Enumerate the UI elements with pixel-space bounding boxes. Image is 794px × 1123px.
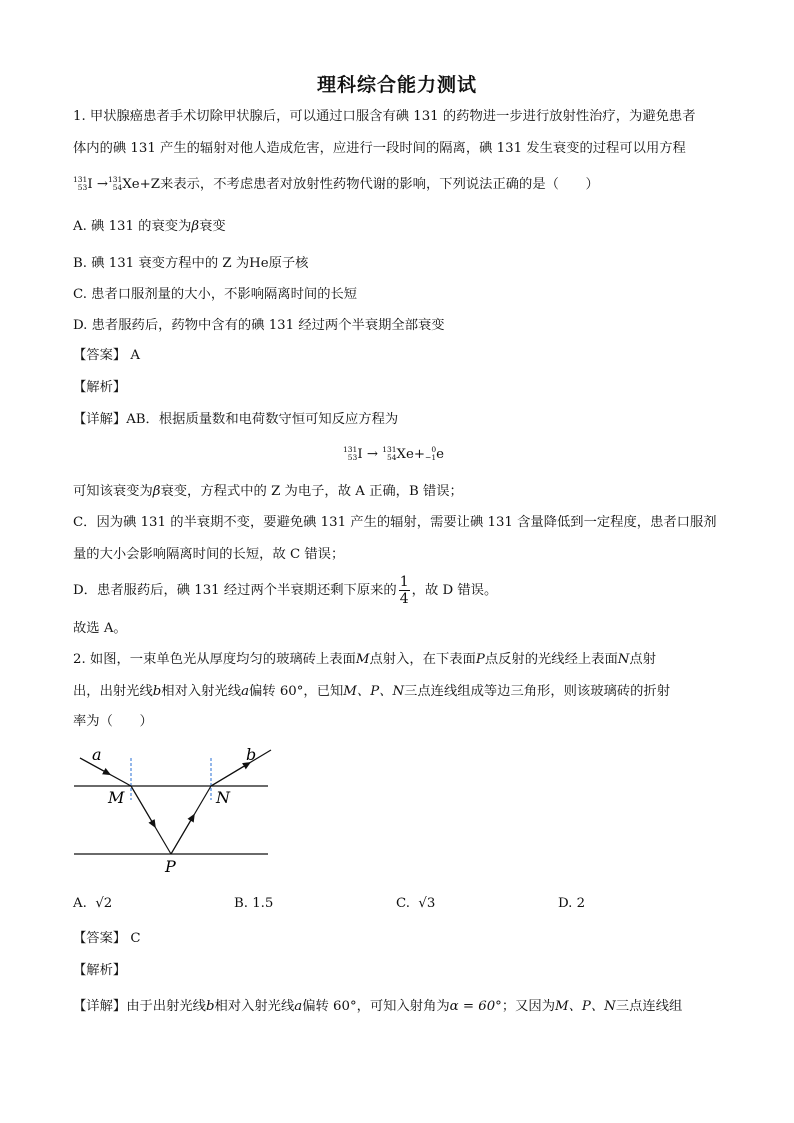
q1-detail4: 量的大小会影响隔离时间的长短，故 C 错误； — [73, 547, 345, 562]
q2-option-b: B. 1.5 — [234, 896, 274, 911]
q1-option-a: A. 碘 131 的衰变为β衰变 — [73, 219, 226, 234]
q1-option-c: C. 患者口服剂量的大小，不影响隔离时间的长短 — [73, 287, 358, 302]
q1-line3-tail: 来表示，不考虑患者对放射性药物代谢的影响，下列说法正确的是（ ） — [160, 177, 599, 192]
label-M: M — [108, 788, 125, 807]
label-a: a — [92, 745, 102, 764]
q1-detail2: 可知该衰变为β衰变，方程式中的 Z 为电子，故 A 正确，B 错误； — [73, 484, 463, 499]
q2-analysis-tag: 【解析】 — [73, 963, 127, 978]
q1-line2: 体内的碘 131 产生的辐射对他人造成危害，应进行一段时间的隔离，碘 131 发生衰变的过程可以用方程 — [73, 141, 686, 156]
q1-equation2: 131 53I → 131 54Xe+ 0 −1e — [343, 445, 444, 462]
q2-answer: 【答案】 C — [73, 931, 141, 946]
q1-detail3: C．因为碘 131 的半衰期不变，要避免碘 131 产生的辐射，需要让碘 131 含量降低到一定程度，患者口服剂 — [73, 515, 717, 530]
label-P: P — [165, 857, 176, 876]
q2-option-d: D. 2 — [558, 896, 586, 911]
q2-line1: 2. 如图，一束单色光从厚度均匀的玻璃砖上表面M点射入，在下表面P点反射的光线经上表面N点射 — [73, 652, 657, 667]
q1-detail5: D．患者服药后，碘 131 经过两个半衰期还剩下原来的 $\frac{1}{4}$ ，故 D 错误。 — [73, 574, 498, 607]
decay-equation: 131 53I →131 54Xe+Z — [73, 175, 161, 192]
q2-line3: 率为（ ） — [73, 714, 153, 729]
q2-line2: 出，出射光线b相对入射光线a偏转 60°，已知M、P、N三点连线组成等边三角形，则该玻璃砖的折射 — [73, 684, 671, 699]
refraction-figure — [68, 738, 278, 878]
q1-conclusion: 故选 A。 — [73, 621, 127, 636]
q1-option-b: B. 碘 131 衰变方程中的 Z 为He原子核 — [73, 256, 309, 271]
q1-analysis-tag: 【解析】 — [73, 380, 127, 395]
q2-option-a: A. √2 — [73, 896, 113, 911]
q1-detail1: 【详解】AB．根据质量数和电荷数守恒可知反应方程为 — [73, 412, 399, 427]
label-b: b — [246, 745, 257, 764]
q1-option-d: D. 患者服药后，药物中含有的碘 131 经过两个半衰期全部衰变 — [73, 318, 445, 333]
fraction-one-quarter: $\frac{1}{4}$ — [399, 574, 409, 607]
q2-detail1: 【详解】由于出射光线b相对入射光线a偏转 60°，可知入射角为α = 60°；又因为M、P、N三点连线组 — [73, 999, 683, 1014]
q2-option-c: C. √3 — [396, 896, 436, 911]
q1-equation-line — [73, 176, 599, 194]
page-title: 理科综合能力测试 — [316, 74, 477, 96]
q1-answer: 【答案】 A — [73, 348, 141, 363]
label-N: N — [216, 788, 230, 807]
q1-line1: 1. 甲状腺癌患者手术切除甲状腺后，可以通过口服含有碘 131 的药物进一步进行放射性治疗，为避免患者 — [73, 109, 696, 124]
